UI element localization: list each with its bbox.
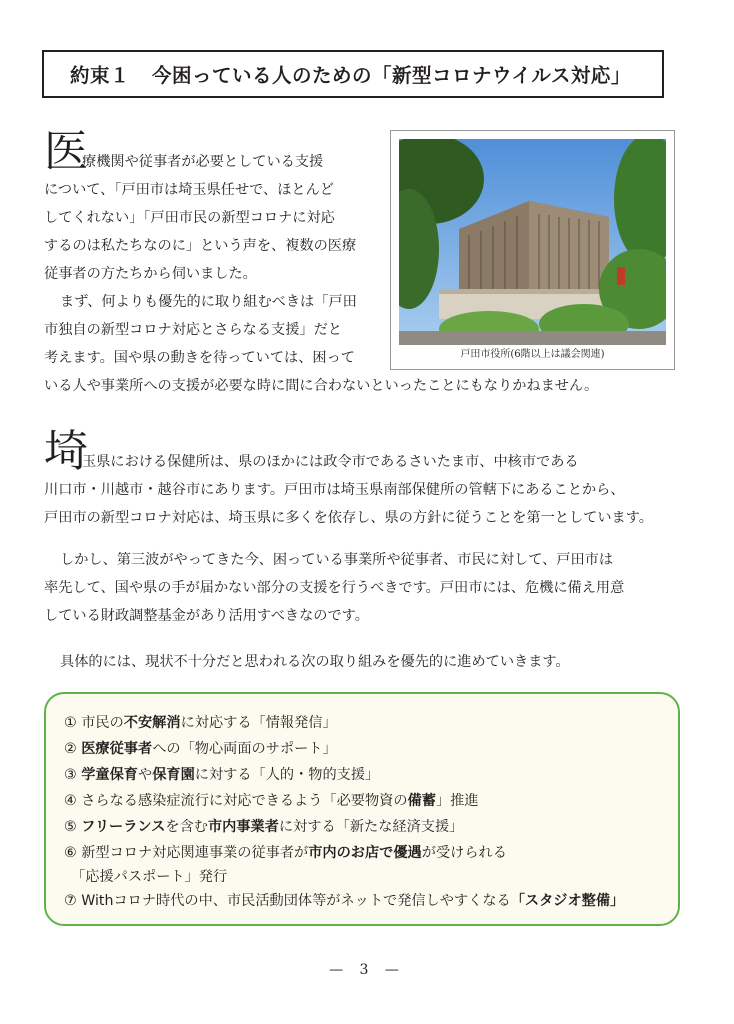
text-line: している財政調整基金があり活用すべきなのです。 (44, 608, 369, 624)
emphasis-text: 学童保育 (81, 767, 138, 783)
paragraph-4 (44, 648, 570, 676)
list-text: 」推進 (435, 793, 479, 809)
list-text: や (138, 767, 153, 783)
text-line: いる人や事業所への支援が必要な時に間に合わないといったことにもなりかねません。 (44, 378, 599, 394)
list-item-2 (64, 738, 337, 760)
text-line: について、「戸田市は埼玉県任せで、ほとんど (44, 182, 334, 198)
emphasis-text: 「スタジオ整備」 (510, 893, 625, 909)
text-line: 市独自の新型コロナ対応とさらなる支援」だと (44, 322, 342, 338)
list-item-5 (64, 816, 463, 838)
list-text: を含む (165, 819, 208, 835)
photo-caption: 戸田市役所(6階以上は議会関連) (460, 349, 605, 360)
text-line: 川口市・川越市・越谷市にあります。戸田市は埼玉県南部保健所の管轄下にあることから、 (44, 482, 625, 498)
list-item-4 (64, 790, 479, 812)
list-text: に対する「人的・物的支援」 (194, 767, 380, 783)
list-item-1 (64, 712, 337, 734)
list-text: ⑤ (64, 819, 82, 835)
list-text: に対する「新たな経済支援」 (278, 819, 464, 835)
emphasis-text: 市内のお店で優遇 (308, 845, 422, 861)
list-text: ⑦ Withコロナ時代の中、市民活動団体等がネットで発信しやすくなる (64, 893, 511, 909)
list-text: ③ (64, 767, 82, 783)
list-item-6-continued (64, 866, 227, 888)
city-hall-photo (399, 139, 666, 345)
list-text: ④ さらなる感染症流行に対応できるよう「必要物資の (64, 793, 408, 809)
list-text: が受けられる (421, 845, 507, 861)
list-text: に対応する「情報発信」 (180, 715, 337, 731)
list-text: ① 市民の (64, 715, 124, 731)
text-line: 具体的には、現状不十分だと思われる次の取り組みを優先的に進めていきます。 (60, 654, 570, 670)
paragraph-3 (44, 546, 624, 630)
list-item-3 (64, 764, 379, 786)
text-line: しかし、第三波がやってきた今、困っている事業所や従事者、市民に対して、戸田市は (60, 552, 614, 568)
text-line: 率先して、国や県の手が届かない部分の支援を行うべきです。戸田市には、危機に備え用意 (44, 580, 625, 596)
section-title-box (42, 50, 664, 98)
text-line: 療機関や従事者が必要としている支援 (82, 154, 324, 170)
action-list-box (44, 692, 680, 926)
text-line: するのは私たちなのに」という声を、複数の医療 (44, 238, 357, 254)
text-line: 戸田市の新型コロナ対応は、埼玉県に多くを依存し、県の方針に従うことを第一としています。 (44, 510, 653, 526)
emphasis-text: 備蓄 (407, 793, 436, 809)
emphasis-text: 不安解消 (123, 715, 181, 731)
text-line: まず、何よりも優先的に取り組むべきは「戸田 (60, 294, 357, 310)
dropcap-2: 埼 (44, 426, 88, 477)
list-item-7 (64, 890, 624, 912)
photo-frame (390, 130, 675, 370)
promise-number: 約束１ (70, 64, 131, 87)
section-title: 今困っている人のための「新型コロナウイルス対応」 (152, 64, 631, 87)
text-line: してくれない」「戸田市民の新型コロナに対応 (44, 210, 335, 226)
emphasis-text: 保育園 (152, 767, 195, 783)
emphasis-text: 医療従事者 (81, 741, 153, 757)
text-line: 考えます。国や県の動きを待っていては、困って (44, 350, 355, 366)
page-number: — 3 — (329, 962, 405, 978)
emphasis-text: 市内事業者 (207, 819, 279, 835)
list-item-6 (64, 842, 507, 864)
list-text: ② (64, 741, 82, 757)
text-line: 玉県における保健所は、県のほかには政令市であるさいたま市、中核市である (82, 454, 579, 470)
list-text: 「応援パスポート」発行 (64, 869, 228, 885)
paragraph-2 (44, 448, 653, 532)
list-text: ⑥ 新型コロナ対応関連事業の従事者が (64, 845, 309, 861)
list-text: への「物心両面のサポート」 (152, 741, 337, 757)
text-line: 従事者の方たちから伺いました。 (44, 266, 257, 282)
dropcap-1: 医 (44, 126, 88, 177)
emphasis-text: フリーランス (81, 819, 166, 835)
